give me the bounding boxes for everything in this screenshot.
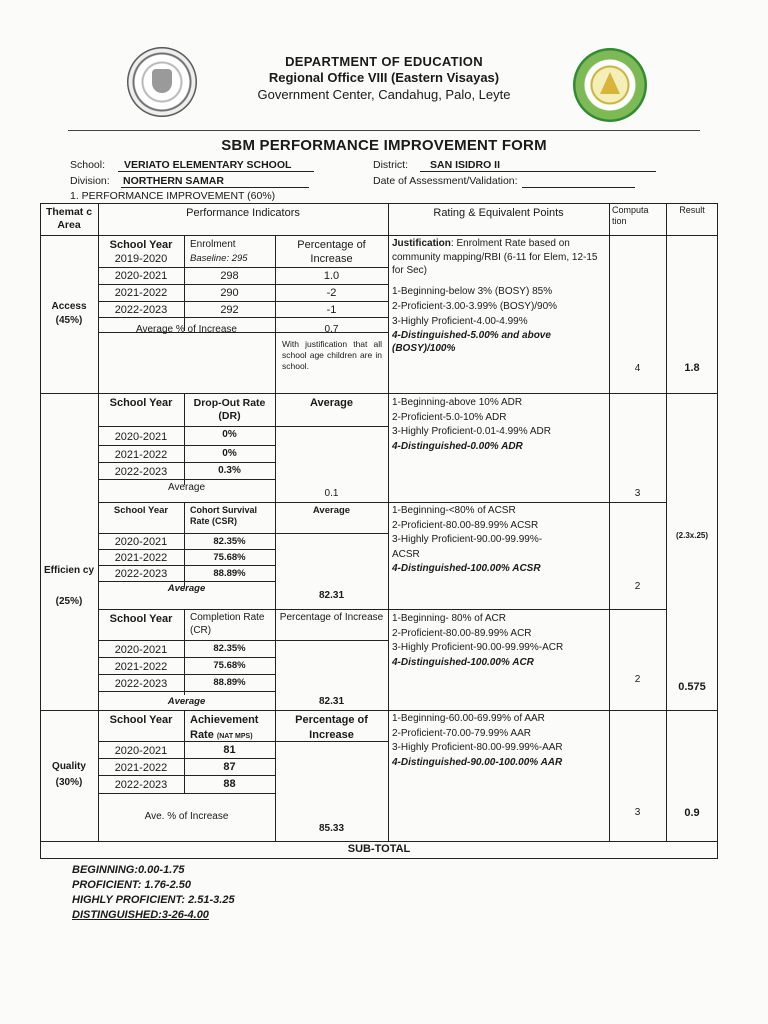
- completion-computation: 2: [634, 674, 641, 685]
- header-region: Regional Office VIII (Eastern Visayas): [268, 70, 500, 85]
- survival-rate-2: 75.68%: [213, 552, 246, 563]
- completion-year-3: 2022-2023: [114, 678, 168, 690]
- survival-year-1: 2020-2021: [114, 536, 168, 548]
- access-ratings: [392, 284, 606, 355]
- survival-rate-3: 88.89%: [213, 568, 246, 579]
- quality-ratings: [392, 712, 608, 770]
- legend-proficient: PROFICIENT: 1.76-2.50: [72, 879, 191, 891]
- access-year-3: 2022-2023: [114, 304, 168, 316]
- section-title: 1. PERFORMANCE IMPROVEMENT (60%): [70, 190, 276, 202]
- quality-rating-4: 4-Distinguished-90.00-100.00% AAR: [392, 756, 563, 768]
- dropout-rating-4: 4-Distinguished-0.00% ADR: [392, 440, 523, 452]
- quality-h-rate: [190, 713, 274, 744]
- header-rule: [68, 130, 700, 131]
- access-justification-text: : Enrolment Rate based on community mapping/RBI (6-11 for Elem, 12-15 for Sec): [392, 238, 598, 276]
- completion-avg-label: Average: [167, 696, 206, 707]
- completion-rate-1: 82.35%: [213, 643, 246, 654]
- completion-year-2: 2021-2022: [114, 661, 168, 673]
- access-area: Access: [51, 301, 87, 312]
- completion-h-rate: Completion Rate (CR): [190, 612, 265, 636]
- district-label: District:: [373, 159, 408, 171]
- dropout-h-year: School Year: [109, 397, 173, 409]
- access-weight: (45%): [55, 315, 83, 326]
- quality-rating-2: 2-Proficient-70.00-79.99% AAR: [392, 727, 531, 739]
- completion-rating-1: 1-Beginning- 80% of ACR: [392, 613, 506, 624]
- dropout-computation: 3: [634, 488, 641, 499]
- survival-rating-1: 1-Beginning-<80% of ACSR: [392, 505, 516, 516]
- survival-rating-3: 3-Highly Proficient-90.00-99.99%- ACSR: [392, 534, 543, 560]
- legend-beginning: BEGINNING:0.00-1.75: [72, 864, 185, 876]
- quality-rate-3: 88: [223, 778, 236, 790]
- col-computation: Computa tion: [612, 205, 649, 227]
- access-rating-1: 1-Beginning-below 3% (BOSY) 85%: [392, 286, 553, 297]
- col-performance-indicators: Performance Indicators: [186, 207, 300, 219]
- efficiency-weight: (25%): [55, 596, 83, 607]
- school-label: School:: [70, 159, 106, 171]
- dropout-year-3: 2022-2023: [114, 466, 168, 478]
- division-label: Division:: [70, 175, 110, 187]
- access-year-1: 2020-2021: [114, 270, 168, 282]
- survival-year-2: 2021-2022: [114, 552, 168, 564]
- access-rating-2: 2-Proficient-3.00-3.99% (BOSY)/90%: [392, 301, 558, 312]
- survival-computation: 2: [634, 581, 641, 592]
- legend-highly-proficient: HIGHLY PROFICIENT: 2.51-3.25: [72, 894, 235, 906]
- quality-h-rate-text: Achievement Rate: [190, 714, 259, 742]
- quality-rate-2: 87: [223, 761, 236, 773]
- quality-avg-label: Ave. % of Increase: [144, 811, 229, 822]
- completion-rating-3: 3-Highly Proficient-90.00-99.99%-ACR: [392, 642, 564, 653]
- district-value: SAN ISIDRO II: [420, 159, 656, 172]
- completion-avg: 82.31: [318, 696, 345, 707]
- legend-distinguished: DISTINGUISHED:3-26-4.00: [72, 909, 209, 921]
- quality-result: 0.9: [684, 807, 700, 819]
- dropout-rate-2: 0%: [222, 448, 237, 459]
- access-justification-label: Justification: [392, 238, 451, 249]
- dropout-h-avg: Average: [309, 397, 353, 409]
- access-h-pct: Percentage of Increase: [297, 239, 366, 265]
- dropout-rate-1: 0%: [222, 429, 237, 440]
- access-enrol-2: 290: [220, 287, 239, 299]
- quality-h-rate-small: (NAT MPS): [216, 733, 253, 741]
- survival-avg: 82.31: [318, 590, 345, 601]
- quality-rate-1: 81: [223, 744, 236, 756]
- dropout-rating-2: 2-Proficient-5.0-10% ADR: [392, 411, 507, 423]
- date-value: [522, 175, 635, 188]
- dropout-h-rate: Drop-Out Rate (DR): [193, 397, 266, 423]
- dropout-rating-1: 1-Beginning-above 10% ADR: [392, 397, 523, 408]
- survival-ratings: [392, 504, 606, 577]
- dropout-ratings: [392, 396, 606, 454]
- quality-weight: (30%): [55, 777, 83, 788]
- quality-rating-3: 3-Highly Proficient-80.00-99.99%-AAR: [392, 742, 563, 753]
- access-rating-3: 3-Highly Proficient-4.00-4.99%: [392, 316, 528, 327]
- col-result: Result: [679, 205, 705, 215]
- access-h-year: School Year: [109, 239, 173, 251]
- dropout-avg-label: Average: [167, 482, 206, 493]
- completion-rating-4: 4-Distinguished-100.00% ACR: [392, 656, 534, 668]
- header-department: DEPARTMENT OF EDUCATION: [285, 54, 483, 69]
- completion-h-pct: Percentage of Increase: [279, 612, 384, 623]
- dropout-year-2: 2021-2022: [114, 449, 168, 461]
- efficiency-result: 0.575: [678, 681, 706, 693]
- survival-year-3: 2022-2023: [114, 568, 168, 580]
- survival-h-avg: Average: [312, 505, 351, 516]
- access-result: 1.8: [684, 362, 700, 374]
- dropout-year-1: 2020-2021: [114, 431, 168, 443]
- completion-h-year: School Year: [109, 613, 173, 625]
- quality-avg: 85.33: [318, 823, 345, 834]
- date-label: Date of Assessment/Validation:: [373, 175, 518, 187]
- quality-area: Quality: [52, 761, 86, 772]
- survival-h-year: School Year: [113, 505, 169, 516]
- access-computation: 4: [634, 363, 641, 374]
- survival-rate-1: 82.35%: [213, 536, 246, 547]
- quality-year-2: 2021-2022: [114, 762, 168, 774]
- access-enrol-3: 292: [220, 304, 239, 316]
- quality-rating-1: 1-Beginning-60.00-69.99% of AAR: [392, 713, 545, 724]
- access-rating-4: 4-Distinguished-5.00% and above (BOSY)/100%: [392, 330, 551, 354]
- subtotal-label: SUB-TOTAL: [347, 843, 411, 855]
- completion-rating-2: 2-Proficient-80.00-89.99% ACR: [392, 627, 532, 639]
- access-avg-label: Average % of Increase: [136, 324, 237, 335]
- survival-h-rate: Cohort Survival Rate (CSR): [190, 505, 258, 527]
- performance-table: [40, 203, 718, 859]
- survival-rating-2: 2-Proficient-80.00-89.99% ACSR: [392, 519, 539, 531]
- form-title: SBM PERFORMANCE IMPROVEMENT FORM: [221, 137, 547, 154]
- completion-ratings: [392, 612, 606, 670]
- access-justification: [392, 237, 606, 278]
- access-pct-2: -2: [326, 287, 337, 299]
- survival-rating-4: 4-Distinguished-100.00% ACSR: [392, 563, 541, 574]
- school-value: VERIATO ELEMENTARY SCHOOL: [118, 159, 314, 172]
- quality-year-3: 2022-2023: [114, 779, 168, 791]
- dropout-rating-3: 3-Highly Proficient-0.01-4.99% ADR: [392, 426, 551, 437]
- division-value: NORTHERN SAMAR: [121, 175, 309, 188]
- quality-h-pct: Percentage of Increase: [295, 714, 368, 742]
- dropout-avg: 0.1: [324, 488, 339, 499]
- quality-year-1: 2020-2021: [114, 745, 168, 757]
- access-pct-1: 1.0: [323, 270, 340, 282]
- access-h-enrol: Enrolment: [190, 239, 236, 250]
- quality-computation: 3: [634, 807, 641, 818]
- survival-avg-label: Average: [167, 583, 206, 594]
- access-baseline-year: 2019-2020: [114, 253, 168, 265]
- completion-rate-2: 75.68%: [213, 660, 246, 671]
- completion-year-1: 2020-2021: [114, 644, 168, 656]
- quality-h-year: School Year: [109, 714, 173, 726]
- col-rating-points: Rating & Equivalent Points: [433, 207, 564, 219]
- dropout-rate-3: 0.3%: [218, 465, 241, 476]
- access-baseline: Baseline: 295: [190, 253, 248, 264]
- efficiency-formula: (2.3x.25): [675, 531, 709, 540]
- col-thematic-area: Themat c Area: [45, 206, 93, 232]
- access-year-2: 2021-2022: [114, 287, 168, 299]
- access-avg-note: With justification that all school age children are in school.: [282, 339, 382, 372]
- header-address: Government Center, Candahug, Palo, Leyte: [257, 87, 511, 102]
- access-pct-3: -1: [326, 304, 337, 316]
- efficiency-area: Efficien cy: [43, 565, 95, 576]
- access-avg: 0.7: [324, 324, 339, 335]
- completion-rate-3: 88.89%: [213, 677, 246, 688]
- access-enrol-1: 298: [220, 270, 239, 282]
